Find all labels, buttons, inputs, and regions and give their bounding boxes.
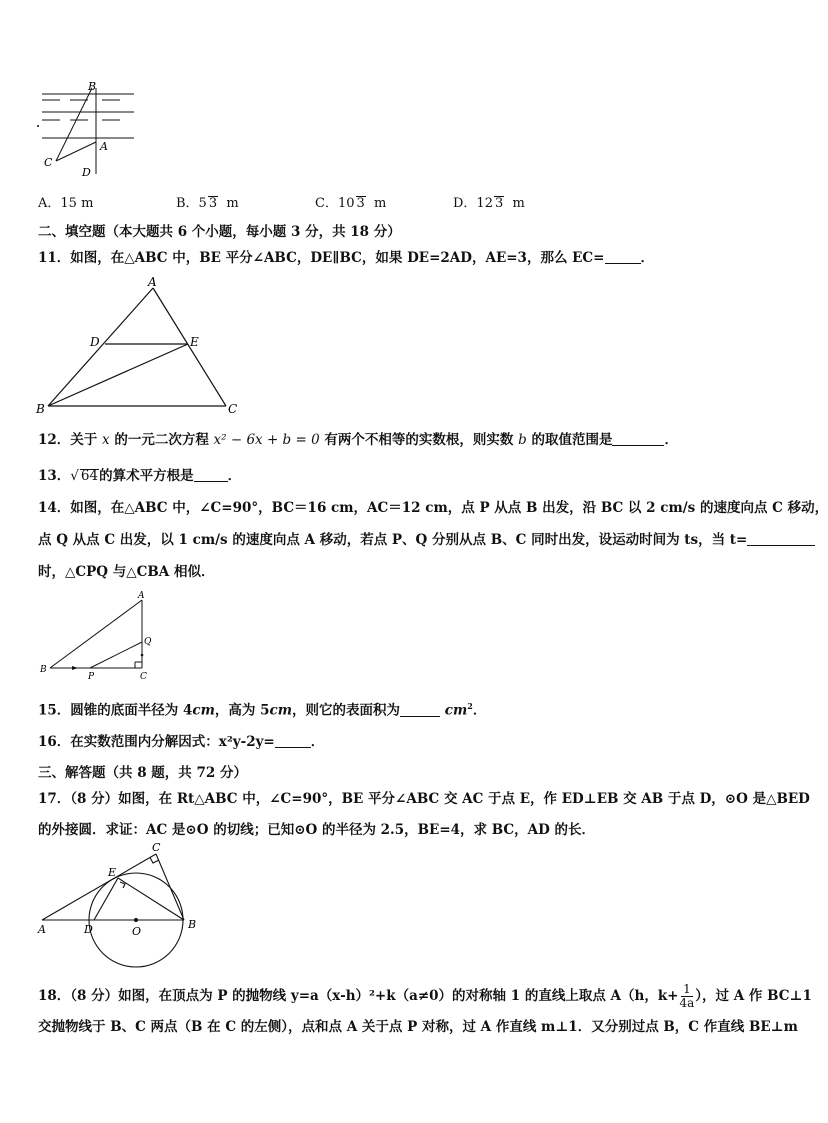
equation: x² − 6x + b = 0 xyxy=(213,432,320,448)
question-18-line-2: 交抛物线于 B、C 两点（B 在 C 的左侧），点和点 A 关于点 P 对称，过 A 作直线 m⊥1．又分别过点 B，C 作直线 BE⊥m xyxy=(38,1019,798,1035)
sqrt-b: 3 xyxy=(208,196,218,211)
question-15: 15．圆锥的底面半径为 4cm，高为 5cm，则它的表面积为 $cm^2$． xyxy=(38,701,487,719)
figure-q10 xyxy=(30,78,140,178)
question-11: 11．如图，在△ABC 中，BE 平分∠ABC，DE∥BC，如果 DE=2AD，AE=3，那么 EC= ． xyxy=(38,250,654,266)
label-d: D xyxy=(90,335,100,349)
question-14-line-3: 时，△CPQ 与△CBA 相似． xyxy=(38,564,215,580)
label-o: O xyxy=(132,925,142,938)
figure-q17 xyxy=(30,840,210,940)
label-c: C xyxy=(44,156,53,169)
section-2-heading: 二、填空题（本大题共 6 个小题，每小题 3 分，共 18 分） xyxy=(38,224,401,240)
answer-blank-11[interactable] xyxy=(605,250,641,264)
option-c: C．10 3 m xyxy=(315,196,387,211)
question-18-line-1: 18．（8 分）如图，在顶点为 P 的抛物线 y=a（x-h）²+k（a≠0）的对称轴 1 的直线上取点 A（h，k+ $\frac{1}{4a}$ ），过 A 作 BC⊥1 xyxy=(38,982,812,1010)
section-3-heading: 三、解答题（共 8 题，共 72 分） xyxy=(38,765,247,781)
question-17-line-2: 的外接圆．求证：AC 是⊙O 的切线；已知⊙O 的半径为 2.5，BE=4，求 BC，AD 的长． xyxy=(38,822,596,838)
figure-q14 xyxy=(34,590,164,682)
label-c: C xyxy=(228,402,238,416)
sqrt-c: 3 xyxy=(356,196,365,211)
figure-q11 xyxy=(30,274,250,419)
label-c: C xyxy=(152,841,161,854)
answer-blank-13[interactable] xyxy=(194,468,228,482)
label-p: P xyxy=(88,672,95,682)
label-e: E xyxy=(190,335,199,349)
question-14-line-1: 14．如图，在△ABC 中，∠C=90°，BC＝16 cm，AC＝12 cm，点 P 从点 B 出发，沿 BC 以 2 cm/s 的速度向点 C 移动， xyxy=(38,500,828,516)
label-b: B xyxy=(40,665,47,675)
answer-blank-12[interactable] xyxy=(612,432,664,446)
sqrt-64: 64 xyxy=(80,468,99,484)
label-b: B xyxy=(36,402,45,416)
question-14-line-2: 点 Q 从点 C 出发，以 1 cm/s 的速度向点 A 移动，若点 P、Q 分别从点 B、C 同时出发，设运动时间为 ts，当 t= xyxy=(38,531,815,549)
option-a: A．15 m xyxy=(38,196,94,211)
option-b: B．5 3 m xyxy=(176,196,239,211)
label-e: E xyxy=(108,866,117,879)
label-a: A xyxy=(100,140,108,153)
question-13: 13．√ 64的算术平方根是 ． xyxy=(38,468,242,484)
label-b: B xyxy=(88,80,97,93)
label-a: A xyxy=(148,275,157,289)
question-12: 12．关于 x 的一元二次方程 x² − 6x + b = 0 有两个不相等的实数根，则实数 b 的取值范围是 ． xyxy=(38,432,678,448)
fraction-1-over-4a: $\frac{1}{4a}$ xyxy=(679,982,695,1010)
label-a: A xyxy=(38,923,46,936)
label-c: C xyxy=(140,672,147,682)
option-d: D．12 3 m xyxy=(453,196,525,211)
label-a: A xyxy=(138,591,145,601)
label-d: D xyxy=(82,166,91,179)
question-17-line-1: 17．（8 分）如图，在 Rt△ABC 中，∠C=90°，BE 平分∠ABC 交 AC 于点 E，作 ED⊥EB 交 AB 于点 D，⊙O 是△BED xyxy=(38,791,810,807)
label-q: Q xyxy=(144,637,152,647)
answer-blank-16[interactable] xyxy=(275,734,311,748)
question-16: 16．在实数范围内分解因式：x²y-2y= ． xyxy=(38,734,325,750)
sqrt-d: 3 xyxy=(494,196,504,211)
label-d: D xyxy=(84,923,93,936)
answer-blank-15[interactable] xyxy=(400,703,440,717)
label-b: B xyxy=(188,918,197,931)
answer-blank-14[interactable] xyxy=(747,532,815,546)
